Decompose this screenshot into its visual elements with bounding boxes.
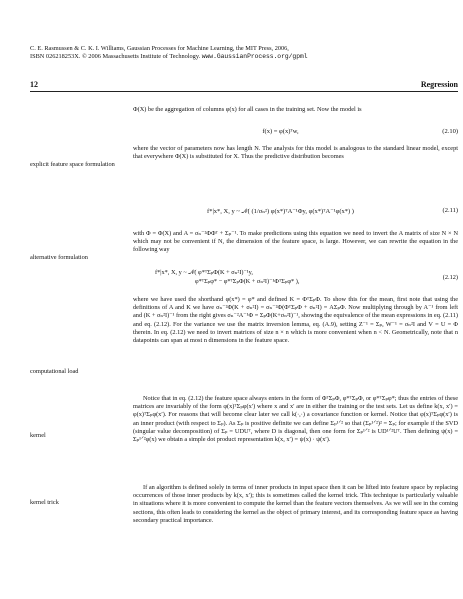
paragraph-6: If an algorithm is defined solely in terms of inner products in input space then it can be lifted into feature space by replacing occurrences of those inner products by k(x, x′); this is sometimes called the kernel trick. This technique is particularly valuable in situations where it is more convenient to compute the kernel than the feature vectors themselves. As we will see in the coming sections, this often leads to considering the kernel as the object of primary interest, and its corresponding feature space as having secondary practical importance.	[133, 484, 458, 524]
margin-note-kernel: kernel	[30, 432, 46, 439]
equation-2-10	[133, 128, 458, 140]
equation-line-1: f*|x*, X, y ~ 𝒩( φ*ᵀΣₚΦ(K + σₙ²I)⁻¹y,	[155, 269, 253, 276]
equation-number: (2.12)	[442, 274, 458, 281]
citation-header	[30, 45, 450, 61]
header-rule	[30, 91, 458, 92]
margin-note-kernel-trick: kernel trick	[30, 499, 59, 506]
paragraph-2: where the vector of parameters now has length N. The analysis for this model is analogous to the standard linear model, except that everywhere Φ(X) is substituted for X. Thus the predictive distribution becomes	[133, 145, 458, 161]
equation-line-2: φ*ᵀΣₚφ* − φ*ᵀΣₚΦ(K + σₙ²I)⁻¹ΦᵀΣₚφ* ),	[195, 278, 300, 285]
equation-2-12	[155, 268, 458, 290]
section-title: Regression	[420, 80, 458, 89]
margin-note-explicit-feature-space: explicit feature space formulation	[30, 161, 115, 168]
citation-isbn-copyright: ISBN 026218253X. © 2006 Massachusetts Institute of Technology.	[30, 53, 201, 60]
citation-line-1: C. E. Rasmussen & C. K. I. Williams, Gaussian Processes for Machine Learning, the MIT Press, 2006,	[30, 45, 289, 52]
paragraph-4: where we have used the shorthand φ(x*) = φ* and defined K = ΦᵀΣₚΦ. To show this for the mean, first note that using the definitions of A and K we have σₙ⁻²Φ(K + σₙ²I) = σₙ⁻²Φ(ΦᵀΣₚΦ + σₙ²I) = AΣₚΦ. Now multiplying through by A⁻¹ from left and (K + σₙ²I)⁻¹ from the right gives σₙ⁻²A⁻¹Φ = ΣₚΦ(K+σₙ²I)⁻¹, showing the equivalence of the mean expressions in eq. (2.11) and eq. (2.12). For the variance we use the matrix inversion lemma, eq. (A.9), setting Z⁻¹ = Σₚ, W⁻¹ = σₙ²I and V = U = Φ therein. In eq. (2.12) we need to invert matrices of size n × n which is more convenient when n < N. Geometrically, note that n datapoints can span at most n dimensions in the feature space.	[133, 296, 458, 345]
equation-body: f(x) = φ(x)ᵀw,	[262, 128, 299, 135]
margin-note-computational-load: computational load	[30, 368, 79, 375]
paragraph-3: with Φ = Φ(X) and A = σₙ⁻²ΦΦᵀ + Σₚ⁻¹. To make predictions using this equation we need to invert the A matrix of size N × N which may not be convenient if N, the dimension of the feature space, is large. However, we can rewrite the equation in the following way	[133, 230, 458, 254]
citation-line-2	[30, 53, 450, 61]
equation-2-11	[133, 207, 458, 219]
margin-note-alternative-formulation: alternative formulation	[30, 254, 88, 261]
citation-url[interactable]: www.GaussianProcess.org/gpml	[201, 53, 308, 60]
paragraph-1: Φ(X) be the aggregation of columns φ(x) for all cases in the training set. Now the model is	[133, 106, 362, 113]
page-number: 12	[30, 80, 38, 89]
equation-number: (2.11)	[442, 207, 458, 214]
equation-number: (2.10)	[442, 128, 458, 135]
equation-body: f*|x*, X, y ~ 𝒩( (1/σₙ²) φ(x*)ᵀA⁻¹Φy, φ(x*)ᵀA⁻¹φ(x*) )	[207, 208, 354, 215]
paragraph-5: Notice that in eq. (2.12) the feature space always enters in the form of ΦᵀΣₚΦ, φ*ᵀΣₚΦ, or φ*ᵀΣₚφ*; thus the entries of these matrices are invariably of the form φ(x)ᵀΣₚφ(x′) where x and x′ are in either the training or the test sets. Let us define k(x, x′) = φ(x)ᵀΣₚφ(x′). For reasons that will become clear later we call k(·,·) a covariance function or kernel. Notice that φ(x)ᵀΣₚφ(x′) is an inner product (with respect to Σₚ). As Σₚ is positive definite we can define Σₚ¹ᐟ² so that (Σₚ¹ᐟ²)² = Σₚ; for example if the SVD (singular value decomposition) of Σₚ = UDUᵀ, where D is diagonal, then one form for Σₚ¹ᐟ² is UD¹ᐟ²Uᵀ. Then defining ψ(x) = Σₚ¹ᐟ²φ(x) we obtain a simple dot product representation k(x, x′) = ψ(x) · ψ(x′).	[133, 395, 458, 444]
